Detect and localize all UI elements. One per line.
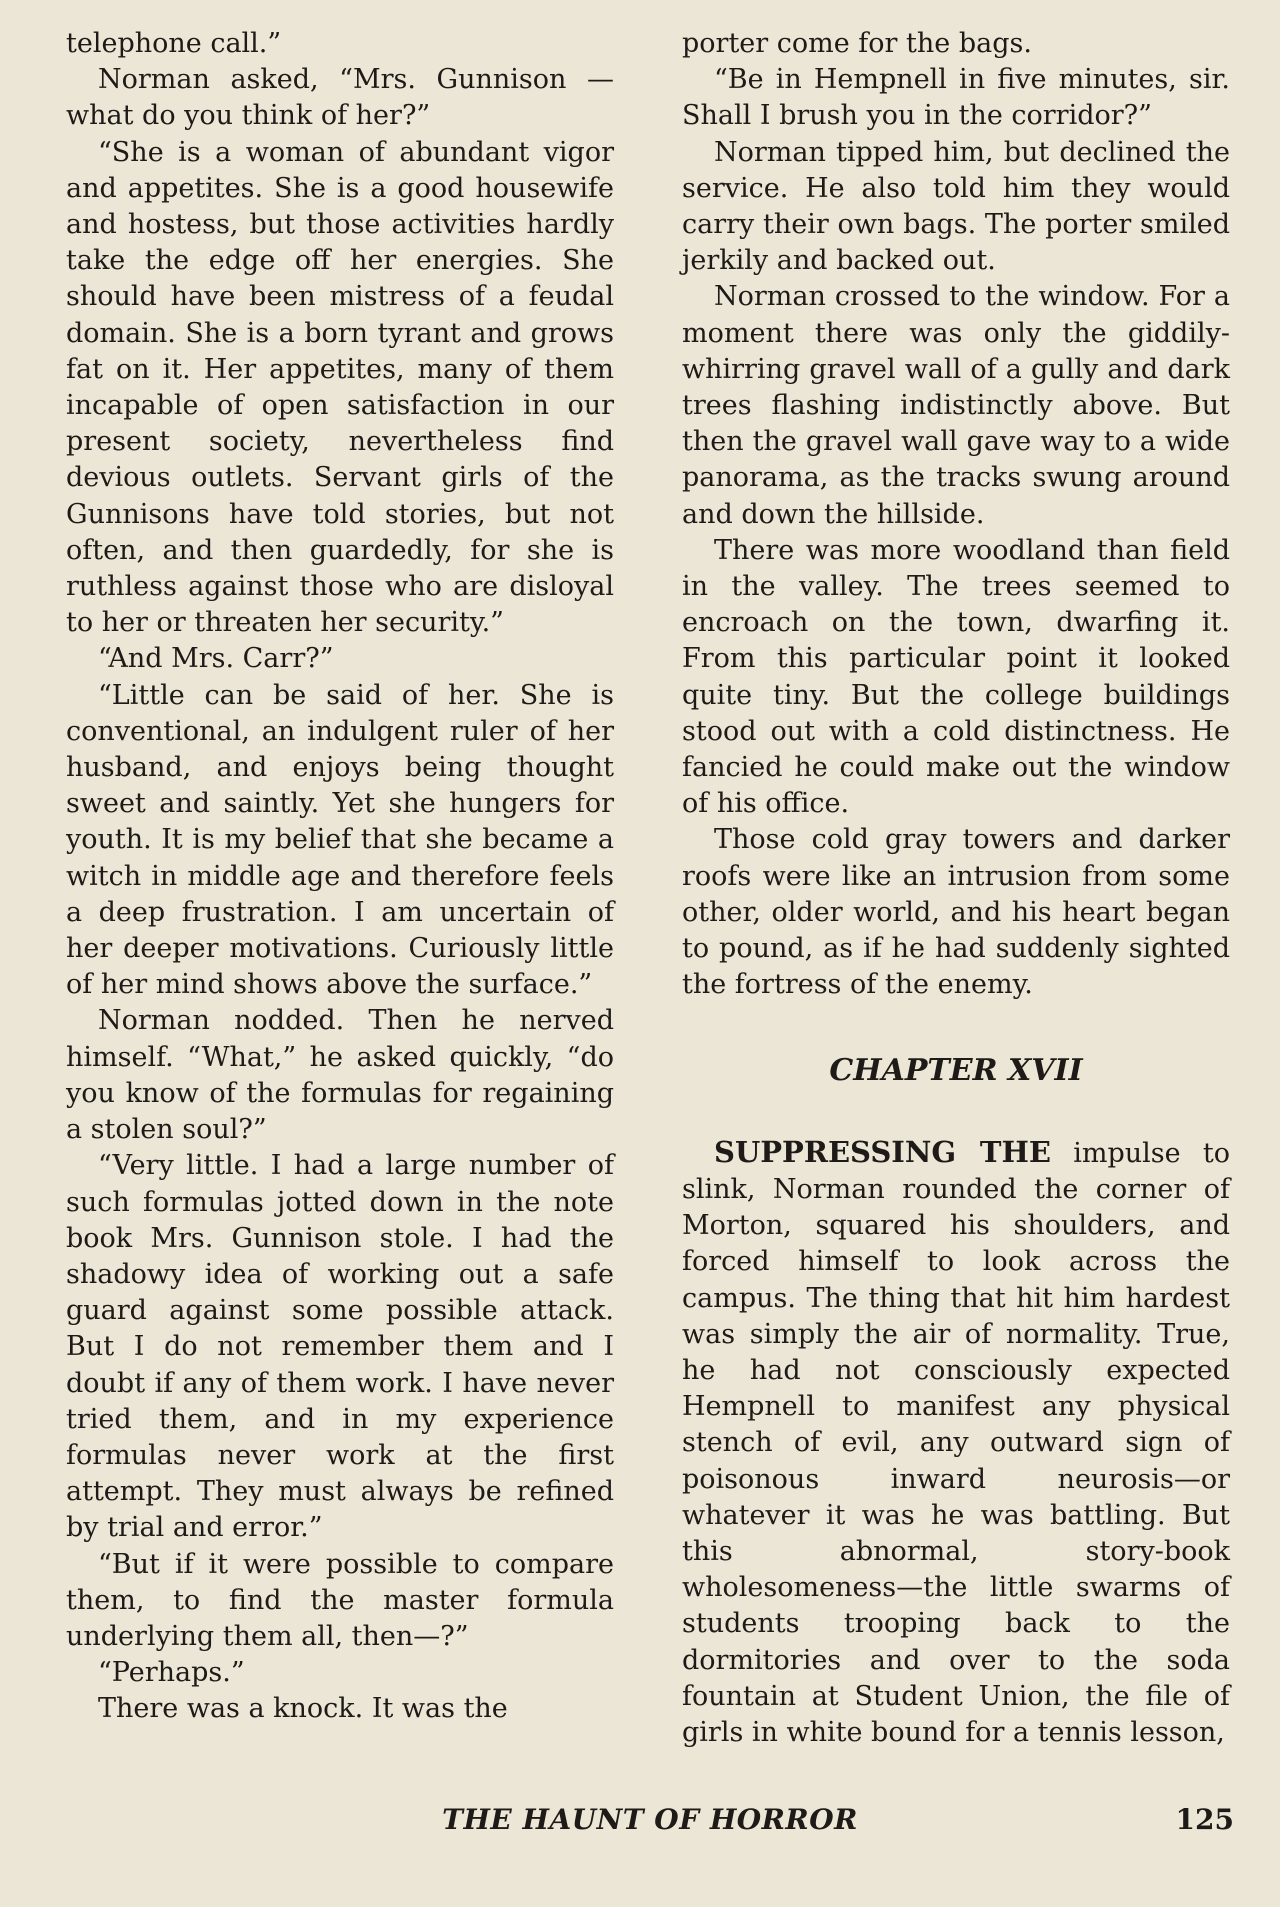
paragraph: telephone call.” [66, 28, 282, 59]
paragraph: There was a knock. It was the [98, 1693, 508, 1725]
paragraph: “And Mrs. Carr?” [98, 643, 334, 675]
paragraph: “Perhaps.” [98, 1657, 245, 1689]
paragraph: Norman asked, “Mrs. Gunnison —what do you think of her?” [66, 64, 614, 132]
paragraph: Norman tipped him, but declined the service. He also told him they would carry their own bags. The porter smiled jerkily and backed out. [682, 136, 1230, 277]
paragraph: “Very little. I had a large number of such formulas jotted down in the note book Mrs. Gunnison stole. I had the shadowy idea of working out a safe guard against some possible attack. But I do not remember them and I doubt if any of them work. I have never tried them, and in my experience formulas never work at the first attempt. They must always be refined by trial and error.” [66, 1150, 614, 1544]
magazine-title: THE HAUNT OF HORROR [442, 1803, 858, 1836]
chapter-lead-words: SUPPRESSING THE [714, 1134, 1051, 1169]
left-column [66, 26, 614, 1728]
page-number: 125 [1175, 1803, 1234, 1836]
paragraph: “She is a woman of abundant vigor and appetites. She is a good housewife and hostess, but those activities hardly take the edge off her energies. She should have been mistress of a feudal domain. She is a born tyrant and grows fat on it. Her appetites, many of them incapable of open satisfaction in our present society, nevertheless find devious outlets. Servant girls of the Gunnisons have told stories, but not often, and then guardedly, for she is ruthless against those who are disloyal to her or threaten her security.” [66, 136, 614, 639]
paragraph: There was more woodland than field in the valley. The trees seemed to encroach on the town, dwarfing it. From this particular point it looked quite tiny. But the college buildings stood out with a cold distinctness. He fancied he could make out the window of his office. [682, 534, 1230, 820]
chapter-heading: CHAPTER XVII [829, 1053, 1083, 1089]
chapter-opening-paragraph [682, 1134, 1230, 1751]
paragraph: Norman crossed to the window. For a moment there was only the giddily-whirring gravel wall of a gully and dark trees flashing indistinctly above. But then the gravel wall gave way to a wide panorama, as the tracks swung around and down the hillside. [682, 281, 1230, 530]
right-column [682, 26, 1230, 1751]
paragraph: porter come for the bags. [682, 28, 1032, 59]
paragraph: “Little can be said of her. She is conventional, an indulgent ruler of her husband, and enjoys being thought sweet and saintly. Yet she hungers for youth. It is my belief that she became a witch in middle age and therefore feels a deep frustration. I am uncertain of her deeper motivations. Curiously little of her mind shows above the surface.” [66, 679, 614, 1001]
paragraph: Norman nodded. Then he nerved himself. “What,” he asked quickly, “do you know of the formulas for regaining a stolen soul?” [66, 1005, 614, 1146]
paragraph: “Be in Hempnell in five minutes, sir. Shall I brush you in the corridor?” [682, 64, 1230, 132]
chapter-opening-text: impulse to slink, Norman rounded the corner of Morton, squared his shoulders, and forced himself to look across the campus. The thing that hit him hardest was simply the air of normality. True, he had not consciously expected Hempnell to manifest any physical stench of evil, any outward sign of poisonous inward neurosis—or whatever it was he was battling. But this abnormal, story-book wholesomeness—the little swarms of students trooping back to the dormitories and over to the soda fountain at Student Union, the file of girls in white bound for a tennis lesson, [682, 1137, 1230, 1748]
paragraph: “But if it were possible to compare them, to find the master formula underlying them all, then—?” [66, 1548, 614, 1652]
paragraph: Those cold gray towers and darker roofs were like an intrusion from some other, older world, and his heart began to pound, as if he had suddenly sighted the fortress of the enemy. [682, 824, 1230, 1001]
